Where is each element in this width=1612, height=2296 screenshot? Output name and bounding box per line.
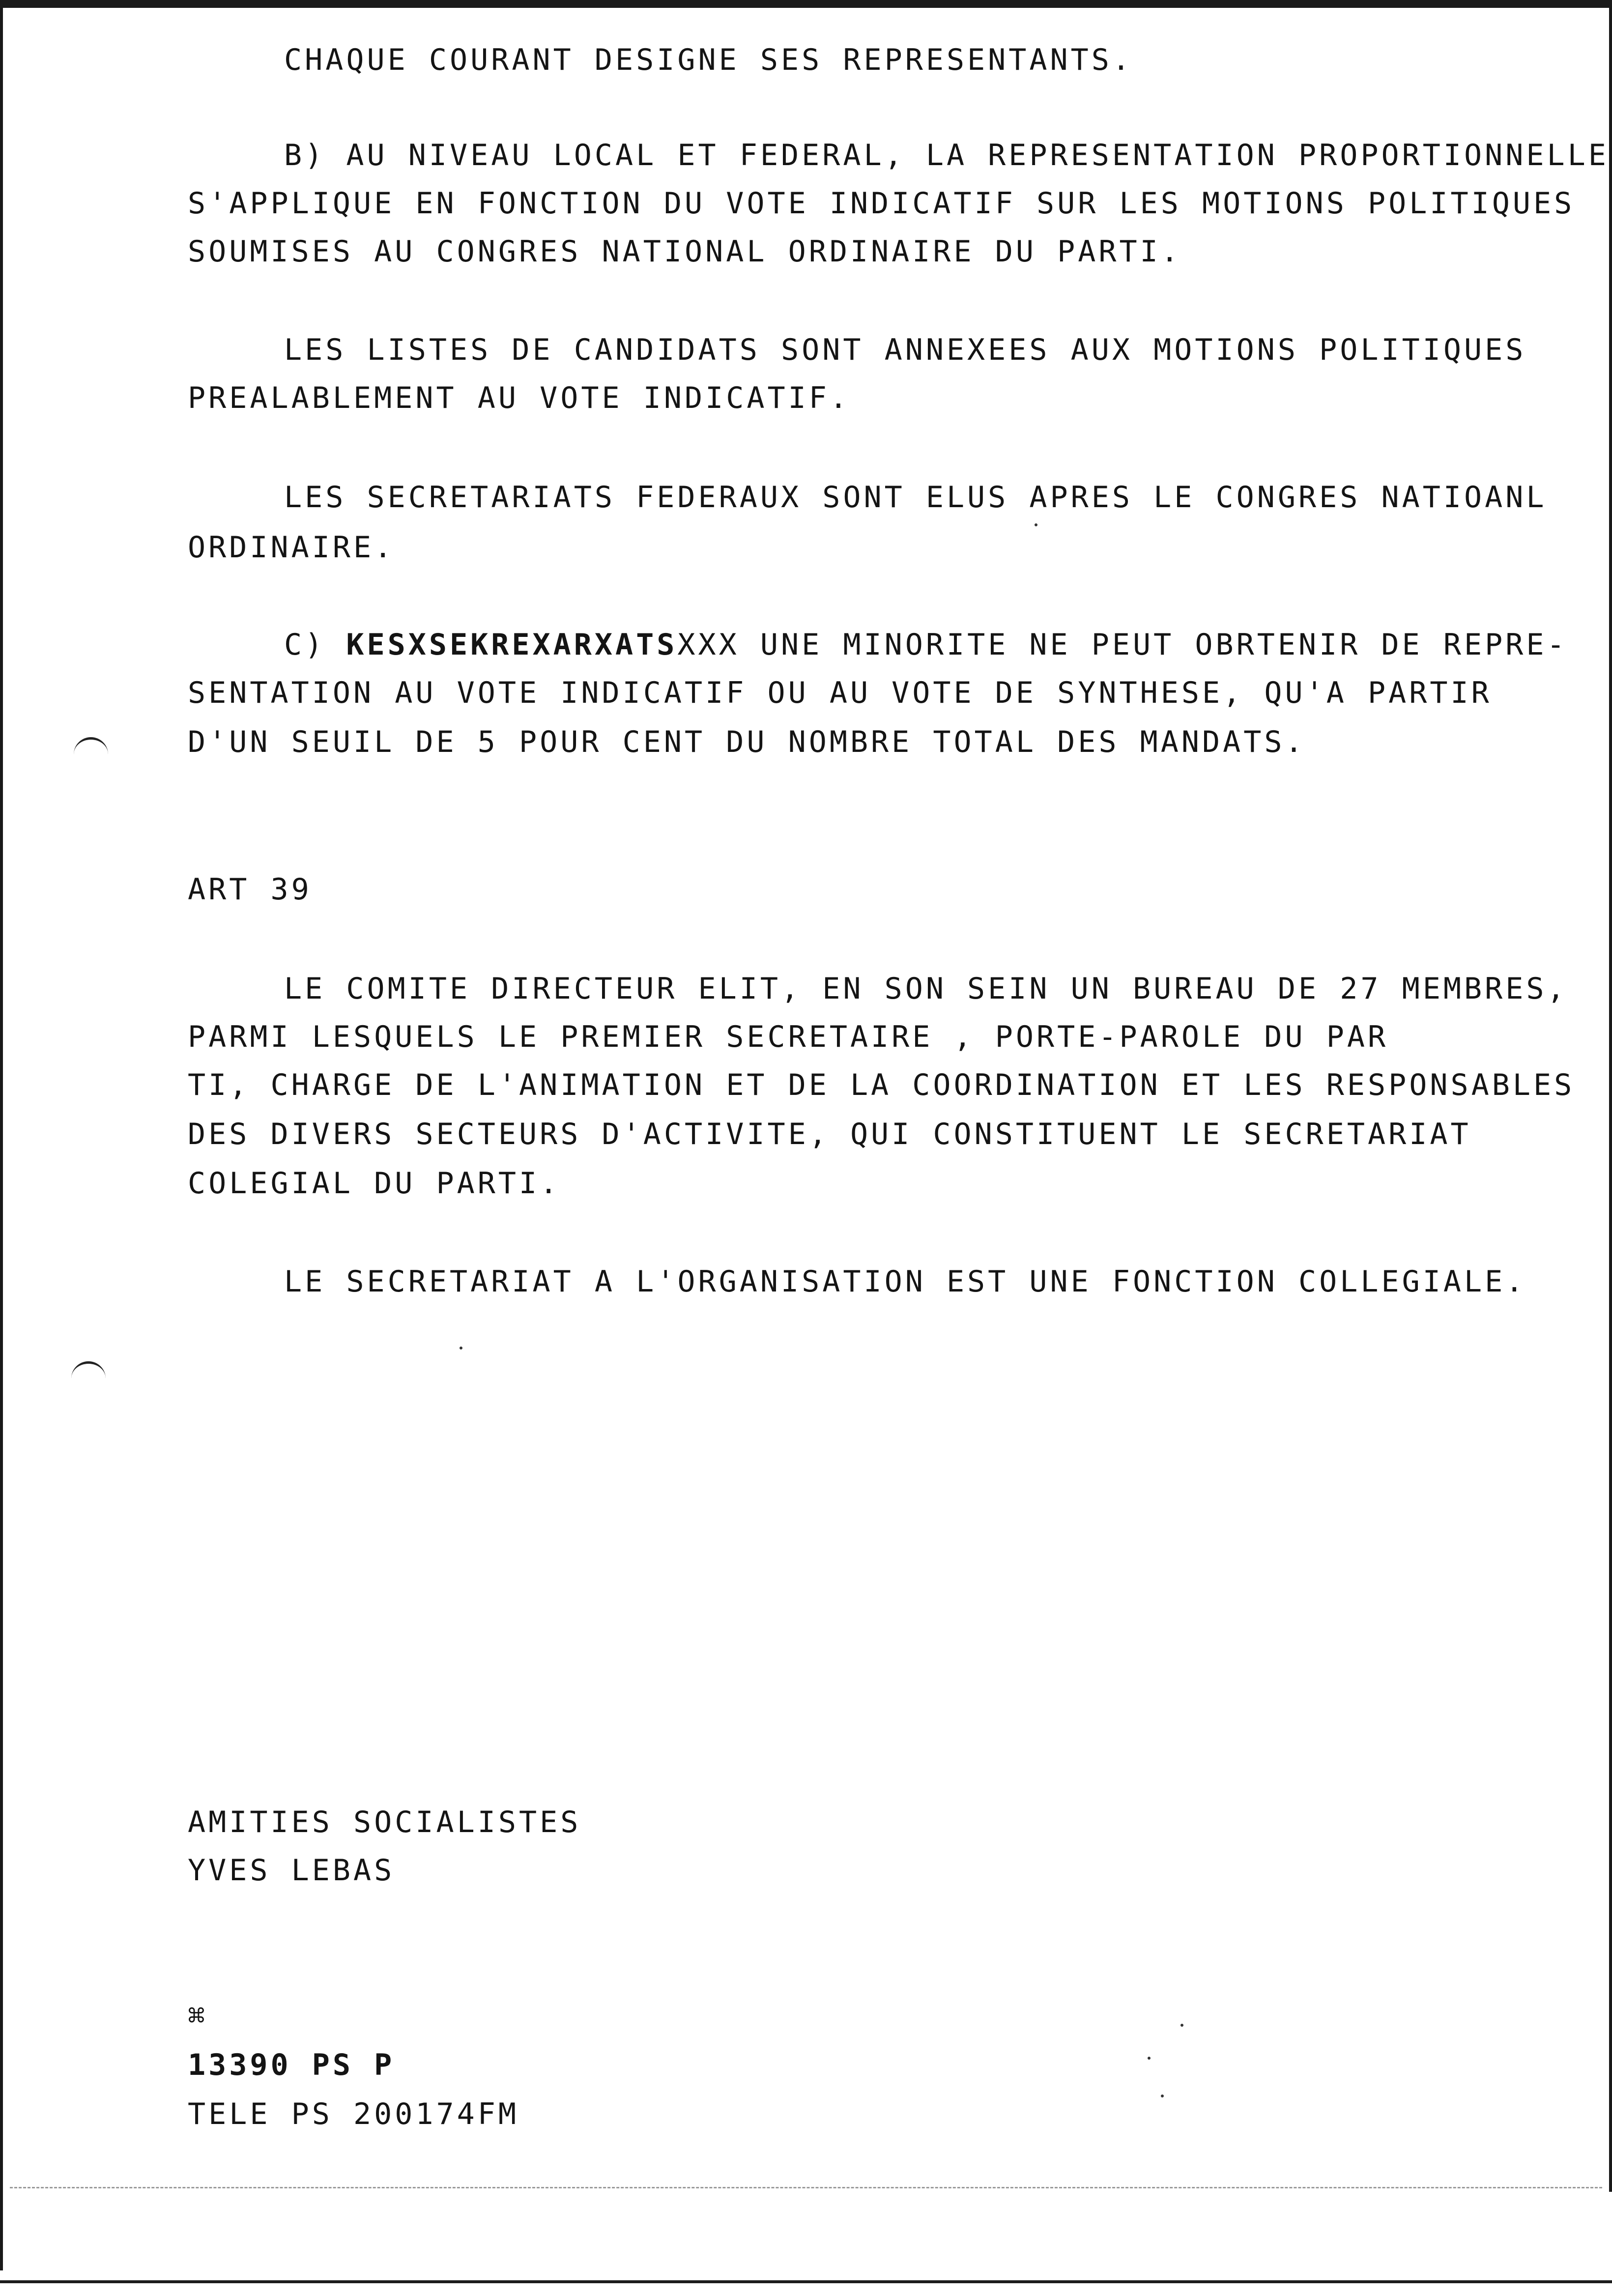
text-line-4: SOUMISES AU CONGRES NATIONAL ORDINAIRE DU PARTI. [188, 234, 1181, 269]
signature-name: YVES LEBAS [188, 1853, 395, 1888]
page-bottom-edge [0, 2280, 1612, 2283]
closing-salutation: AMITIES SOCIALISTES [188, 1805, 581, 1839]
speck [1180, 2024, 1183, 2027]
page-left-edge [0, 0, 3, 2270]
text-line-1: CHAQUE COURANT DESIGNE SES REPRESENTANTS. [284, 43, 1133, 77]
text-line-15: TI, CHARGE DE L'ANIMATION ET DE LA COORDINATION ET LES RESPONSABLES [188, 1068, 1575, 1102]
text-line-18: LE SECRETARIAT A L'ORGANISATION EST UNE FONCTION COLLEGIALE. [284, 1264, 1526, 1299]
text-line-7: LES SECRETARIATS FEDERAUX SONT ELUS APRES LE CONGRES NATIOANL [284, 480, 1547, 515]
page-right-edge [1609, 0, 1612, 2192]
text-line-8: ORDINAIRE. [188, 530, 395, 565]
text-line-6: PREALABLEMENT AU VOTE INDICATIF. [188, 381, 850, 415]
text-line-5: LES LISTES DE CANDIDATS SONT ANNEXEES AUX MOTIONS POLITIQUES [284, 333, 1526, 367]
speck [1161, 2095, 1164, 2097]
text-line-10: SENTATION AU VOTE INDICATIF OU AU VOTE DE SYNTHESE, QU'A PARTIR [188, 676, 1492, 710]
speck [1035, 523, 1037, 526]
text-line-9-prefix: C) [284, 628, 346, 662]
speck [460, 1347, 462, 1349]
text-line-9 [284, 625, 1568, 664]
tear-line [10, 2187, 1602, 2188]
page-top-edge [0, 0, 1612, 8]
text-line-17: COLEGIAL DU PARTI. [188, 1166, 561, 1201]
telex-symbol: ⌘ [188, 1999, 208, 2033]
telex-reference: TELE PS 200174FM [188, 2097, 519, 2131]
struck-out-text: KESXSEKREXARXATS [346, 628, 678, 662]
text-line-11: D'UN SEUIL DE 5 POUR CENT DU NOMBRE TOTAL DES MANDATS. [188, 725, 1306, 759]
text-line-9-rest: XXX UNE MINORITE NE PEUT OBRTENIR DE REPRE- [677, 628, 1568, 662]
punch-hole-mark-upper [74, 737, 108, 759]
text-line-3: S'APPLIQUE EN FONCTION DU VOTE INDICATIF SUR LES MOTIONS POLITIQUES [188, 186, 1575, 221]
text-line-14: PARMI LESQUELS LE PREMIER SECRETAIRE , PORTE-PAROLE DU PAR [188, 1020, 1389, 1054]
speck [1148, 2057, 1151, 2060]
punch-hole-mark-lower [71, 1361, 106, 1383]
text-line-16: DES DIVERS SECTEURS D'ACTIVITE, QUI CONSTITUENT LE SECRETARIAT [188, 1117, 1471, 1151]
text-line-13: LE COMITE DIRECTEUR ELIT, EN SON SEIN UN BUREAU DE 27 MEMBRES, [284, 972, 1568, 1006]
text-line-2: B) AU NIVEAU LOCAL ET FEDERAL, LA REPRESENTATION PROPORTIONNELLE [284, 138, 1609, 172]
telex-answerback: 13390 PS P [188, 2048, 395, 2082]
article-heading: ART 39 [188, 872, 312, 907]
